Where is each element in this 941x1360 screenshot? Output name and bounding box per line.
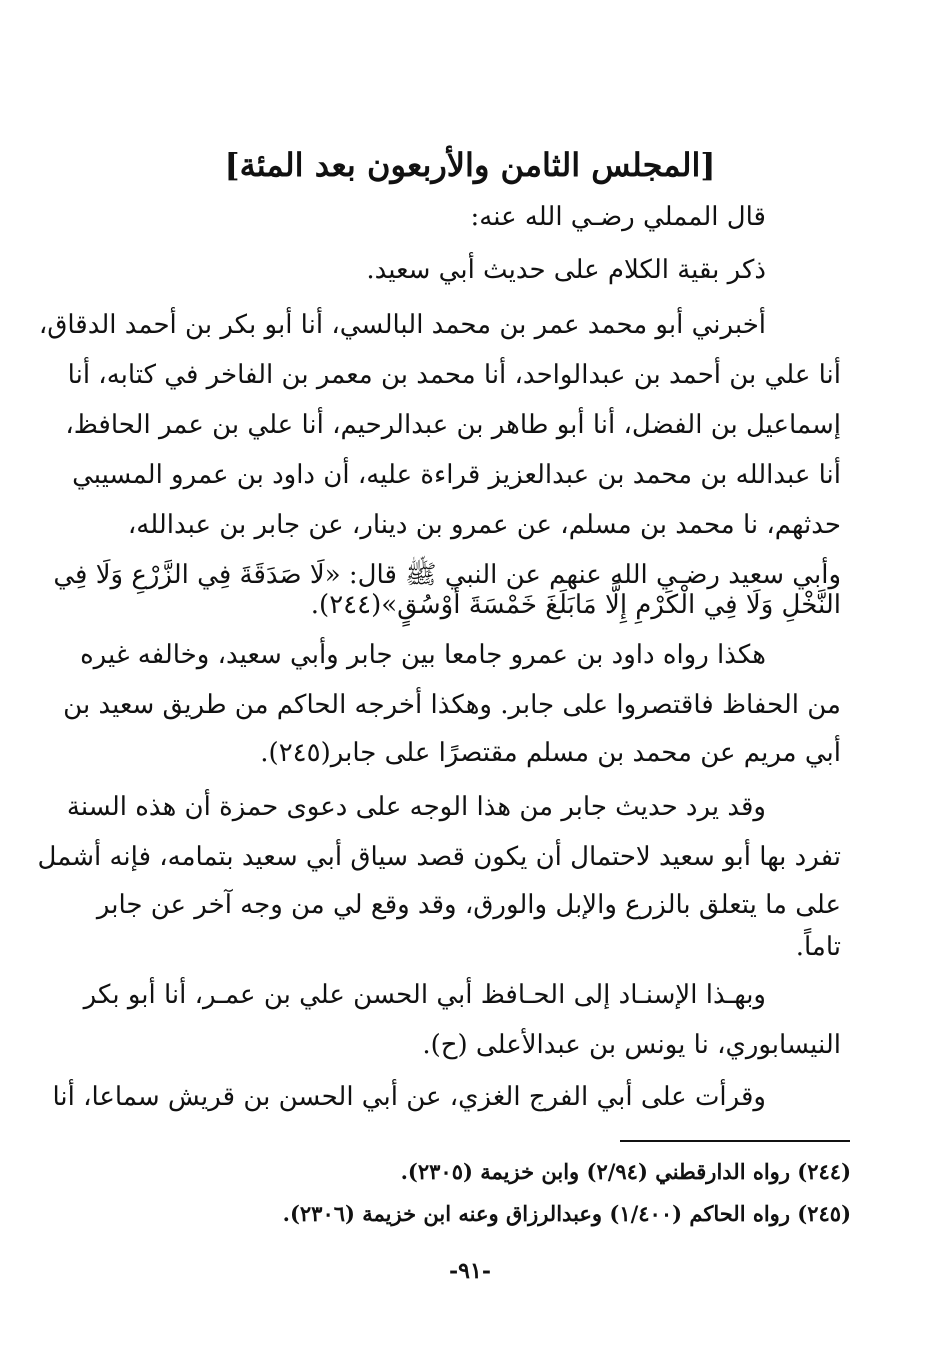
text-line: وبهـذا الإسنـاد إلى الحـافظ أبي الحسن علي بن عمـر، أنا أبو بكر <box>83 980 766 1010</box>
section-heading: [المجلس الثامن والأربعون بعد المئة] <box>224 146 716 184</box>
text-line: إسماعيل بن الفضل، أنا أبو طاهر بن عبدالرحيم، أنا علي بن عمر الحافظ، <box>65 410 841 440</box>
text-line: تاماً. <box>795 932 841 962</box>
text-line: النيسابوري، نا يونس بن عبدالأعلى (ح). <box>422 1030 841 1060</box>
footnote: (٢٤٤) رواه الدارقطني (٢/٩٤) وابن خزيمة (٢٣٠٥). <box>400 1159 851 1184</box>
text-line: حدثهم، نا محمد بن مسلم، عن عمرو بن دينار، عن جابر بن عبدالله، <box>127 510 841 540</box>
text-line: أخبرني أبو محمد عمر بن محمد البالسي، أنا أبو بكر بن أحمد الدقاق، <box>38 310 766 340</box>
footnote: (٢٤٥) رواه الحاكم (١/٤٠٠) وعبدالرزاق وعنه ابن خزيمة (٢٣٠٦). <box>282 1201 851 1226</box>
text-line: وقد يرد حديث جابر من هذا الوجه على دعوى حمزة أن هذه السنة <box>66 792 766 822</box>
text-line: النَّخْلِ وَلَا فِي الْكَرْمِ إِلَّا مَابَلَغَ خَمْسَةَ أَوْسُقٍ»(٢٤٤). <box>310 590 841 620</box>
text-line: وأبي سعيد رضـي الله عنهم عن النبي ﷺ قال: «لَا صَدَقَةَ فِي الزَّرْعِ وَلَا فِي <box>53 560 841 590</box>
text-line: وقرأت على أبي الفرج الغزي، عن أبي الحسن بن قريش سماعا، أنا <box>52 1082 766 1112</box>
page-number: -٩١- <box>449 1258 491 1284</box>
text-line: تفرد بها أبو سعيد لاحتمال أن يكون قصد سياق أبي سعيد بتمامه، فإنه أشمل <box>37 842 841 872</box>
text-line: ذكر بقية الكلام على حديث أبي سعيد. <box>366 255 766 285</box>
text-line: هكذا رواه داود بن عمرو جامعا بين جابر وأبي سعيد، وخالفه غيره <box>80 640 766 670</box>
text-line: أنا عبدالله بن محمد بن عبدالعزيز قراءة عليه، أن داود بن عمرو المسيبي <box>72 460 841 490</box>
text-line: أبي مريم عن محمد بن مسلم مقتصرًا على جابر(٢٤٥). <box>260 738 841 768</box>
text-line: أنا علي بن أحمد بن عبدالواحد، أنا محمد بن معمر بن الفاخر في كتابه، أنا <box>67 360 841 390</box>
text-line: على ما يتعلق بالزرع والإبل والورق، وقد وقع لي من وجه آخر عن جابر <box>96 890 841 920</box>
text-line: من الحفاظ فاقتصروا على جابر. وهكذا أخرجه الحاكم من طريق سعيد بن <box>63 690 841 720</box>
text-line: قال المملي رضـي الله عنه: <box>470 202 766 232</box>
footnote-divider <box>620 1140 850 1142</box>
